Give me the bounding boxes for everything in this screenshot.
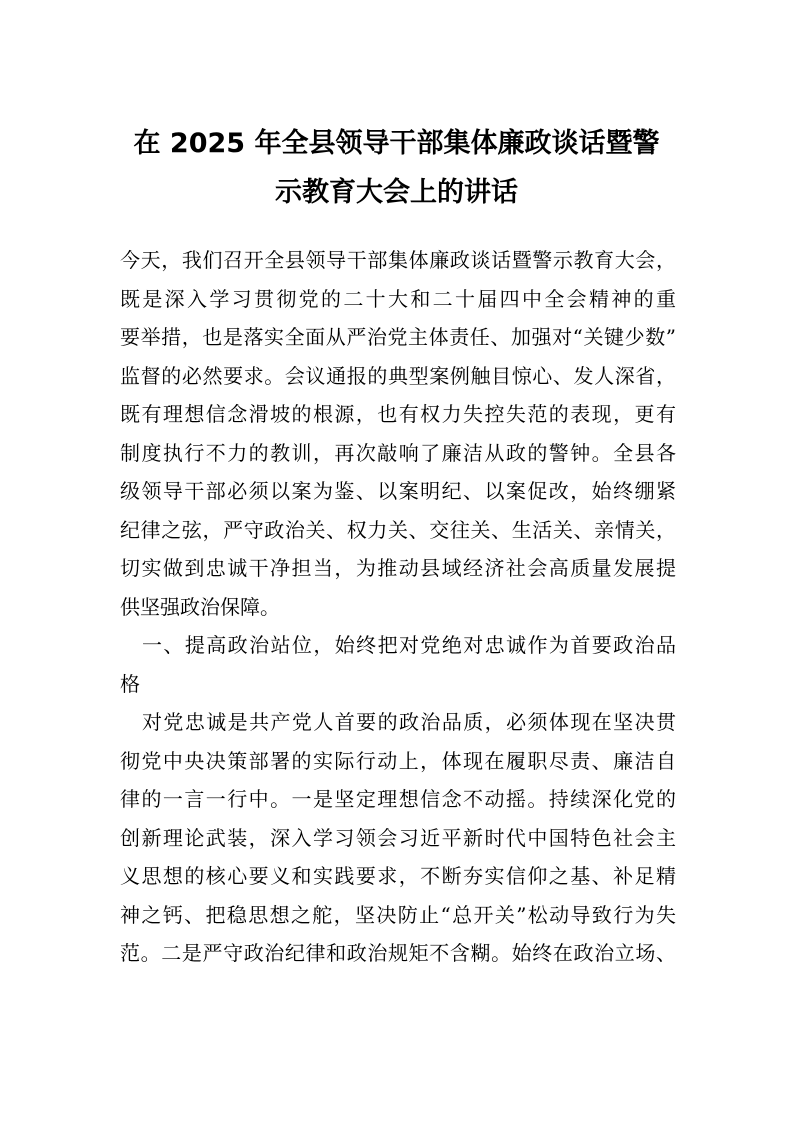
body-line: 范。二是严守政治纪律和政治规矩不含糊。始终在政治立场、 [120, 941, 676, 965]
document-title-line-1: 在 2025 年全县领导干部集体廉政谈话暨警 [133, 128, 660, 159]
body-line: 监督的必然要求。会议通报的典型案例触目惊心、发人深省， [120, 364, 676, 388]
body-line: 切实做到忠诚干净担当，为推动县域经济社会高质量发展提 [120, 556, 676, 580]
body-line: 既有理想信念滑坡的根源，也有权力失控失范的表现，更有 [120, 402, 676, 426]
body-line: 彻党中央决策部署的实际行动上，体现在履职尽责、廉洁自 [120, 749, 676, 773]
document-title-line-2: 示教育大会上的讲话 [275, 177, 518, 208]
section-heading-line: 一、提高政治站位，始终把对党绝对忠诚作为首要政治品 [142, 633, 676, 657]
body-line: 神之钙、把稳思想之舵，坚决防止“总开关”松动导致行为失 [120, 903, 676, 927]
body-line: 创新理论武装，深入学习领会习近平新时代中国特色社会主 [120, 826, 676, 850]
body-line: 纪律之弦，严守政治关、权力关、交往关、生活关、亲情关， [120, 518, 676, 542]
body-line: 供坚强政治保障。 [120, 595, 280, 619]
body-line: 义思想的核心要义和实践要求，不断夯实信仰之基、补足精 [120, 864, 676, 888]
body-line: 制度执行不力的教训，再次敲响了廉洁从政的警钟。全县各 [120, 441, 676, 465]
body-line: 既是深入学习贯彻党的二十大和二十届四中全会精神的重 [120, 287, 676, 311]
body-line: 对党忠诚是共产党人首要的政治品质，必须体现在坚决贯 [142, 710, 676, 734]
body-line: 级领导干部必须以案为鉴、以案明纪、以案促改，始终绷紧 [120, 479, 676, 503]
body-line: 律的一言一行中。一是坚定理想信念不动摇。持续深化党的 [120, 787, 676, 811]
section-heading-line: 格 [120, 672, 140, 696]
body-line: 今天，我们召开全县领导干部集体廉政谈话暨警示教育大会， [120, 248, 676, 272]
body-line: 要举措，也是落实全面从严治党主体责任、加强对“关键少数” [120, 325, 676, 349]
